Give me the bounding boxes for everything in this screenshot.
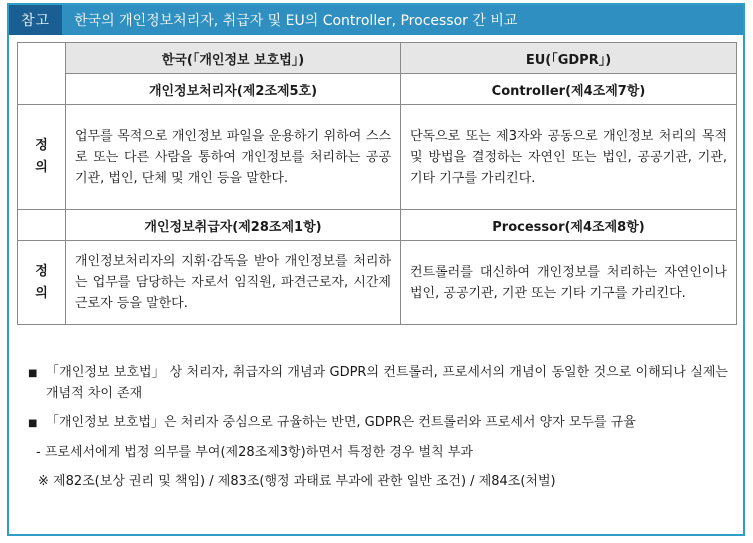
- definition-label-1: [18, 105, 66, 210]
- note-bullet-2: [28, 412, 728, 434]
- note-text-2: 「개인정보 보호법」은 처리자 중심으로 규율하는 반면, GDPR은 컨트롤러와 프로세서 양자 모두를 규율: [46, 415, 636, 430]
- comparison-table: [17, 42, 737, 325]
- korea-definition-handler: 개인정보처리자의 지휘·감독을 받아 개인정보를 처리하는 업무를 담당하는 자로서 임직원, 파견근로자, 시간제근로자 등을 말한다.: [66, 241, 401, 325]
- bullet-square-icon: ■: [28, 418, 38, 429]
- definition-label-text-2: 정 의: [35, 263, 48, 301]
- korea-definition-processor: 업무를 목적으로 개인정보 파일을 운용하기 위하여 스스로 또는 다른 사람을 통하여 개인정보를 처리하는 공공기관, 법인, 단체 및 개인 등을 말한다.: [66, 105, 401, 210]
- table-header-row: [18, 43, 737, 74]
- title-bar: [9, 5, 743, 35]
- note-text-1: 「개인정보 보호법」 상 처리자, 취급자의 개념과 GDPR의 컨트롤러, 프로세서의 개념이 동일한 것으로 이해되나 실제는 개념적 차이 존재: [46, 365, 728, 401]
- table-row-term-2: [18, 210, 737, 241]
- note-bullet-1: [28, 362, 728, 404]
- definition-label-2: [18, 241, 66, 325]
- notes-section: [28, 362, 728, 492]
- table-row-term-1: [18, 74, 737, 105]
- korea-term-processor: 개인정보처리자(제2조제5호): [66, 74, 401, 105]
- box-title: 한국의 개인정보처리자, 취급자 및 EU의 Controller, Processor 간 비교: [74, 13, 518, 29]
- table-row-definition-1: [18, 105, 737, 210]
- definition-label-text-1: 정 의: [35, 138, 48, 175]
- bullet-square-icon: ■: [28, 368, 38, 379]
- eu-column-header: EU(「GDPR」): [401, 43, 737, 74]
- korea-term-handler: 개인정보취급자(제28조제1항): [66, 210, 401, 241]
- eu-term-processor: Processor(제4조제8항): [401, 210, 737, 241]
- korea-column-header: 한국(「개인정보 보호법」): [66, 43, 401, 74]
- table-row-definition-2: [18, 241, 737, 325]
- eu-definition-controller: 단독으로 또는 제3자와 공동으로 개인정보 처리의 목적 및 방법을 결정하는 자연인 또는 법인, 공공기관, 기관, 기타 기구를 가리킨다.: [401, 105, 737, 210]
- note-dash-item: - 프로세서에게 법정 의무를 부여(제28조제3항)하면서 특정한 경우 벌칙 부과: [36, 445, 473, 460]
- eu-definition-processor: 컨트롤러를 대신하여 개인정보를 처리하는 자연인이나 법인, 공공기관, 기관 또는 기타 기구를 가리킨다.: [401, 241, 737, 325]
- empty-corner-cell: [18, 43, 66, 105]
- note-reference: ※ 제82조(보상 권리 및 책임) / 제83조(행정 과태료 부과에 관한 일반 조건) / 제84조(처벌): [38, 474, 556, 489]
- eu-term-controller: Controller(제4조제7항): [401, 74, 737, 105]
- empty-label-cell: [18, 210, 66, 241]
- reference-badge: 참고: [9, 5, 62, 35]
